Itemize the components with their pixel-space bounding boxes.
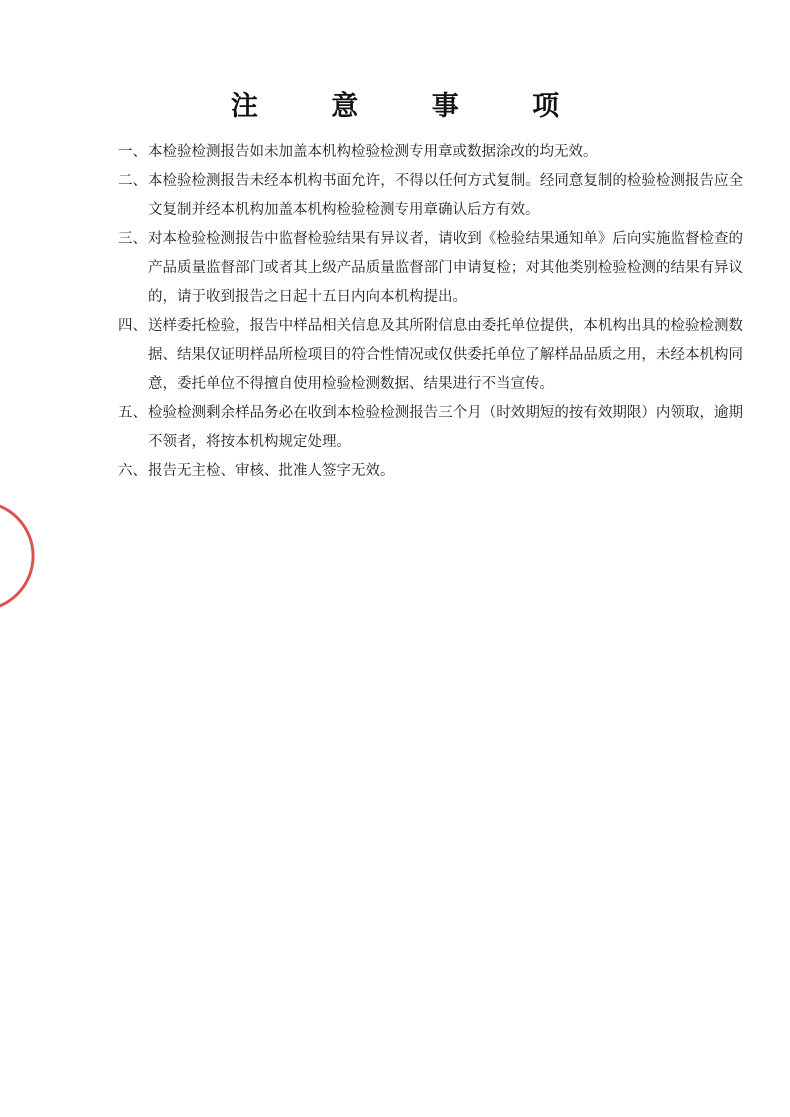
notice-number: 一、 <box>118 144 147 160</box>
notice-text: 检验检测剩余样品务必在收到本检验检测报告三个月（时效期短的按有效期限）内领取，逾期不领者，将按本机构规定处理。 <box>148 405 743 450</box>
notice-number: 三、 <box>118 231 147 247</box>
notice-text: 本检验检测报告如未加盖本机构检验检测专用章或数据涂改的均无效。 <box>148 144 598 160</box>
notice-number: 二、 <box>118 173 147 189</box>
notice-item-6 <box>118 457 743 486</box>
notice-item-1 <box>118 138 743 167</box>
notice-item-2 <box>118 167 743 225</box>
notice-text: 报告无主检、审核、批准人签字无效。 <box>148 463 395 479</box>
page-title: 注 意 事 项 <box>230 91 592 122</box>
notice-text: 对本检验检测报告中监督检验结果有异议者，请收到《检验结果通知单》后向实施监督检查的产品质量监督部门或者其上级产品质量监督部门申请复检；对其他类别检验检测的结果有异议的，请于收到报告之日起十五日内向本机构提出。 <box>148 231 743 305</box>
notice-text: 本检验检测报告未经本机构书面允许，不得以任何方式复制。经同意复制的检验检测报告应全文复制并经本机构加盖本机构检验检测专用章确认后方有效。 <box>148 173 743 218</box>
notice-number: 六、 <box>118 463 147 479</box>
notice-list <box>118 138 743 486</box>
seal-ring <box>0 502 33 610</box>
notice-number: 五、 <box>118 405 147 421</box>
notice-item-5 <box>118 399 743 457</box>
official-seal-stamp <box>0 490 38 622</box>
notice-item-3 <box>118 225 743 312</box>
notice-number: 四、 <box>118 318 147 334</box>
notice-item-4 <box>118 312 743 399</box>
notice-text: 送样委托检验，报告中样品相关信息及其所附信息由委托单位提供，本机构出具的检验检测数据、结果仅证明样品所检项目的符合性情况或仅供委托单位了解样品品质之用，未经本机构同意，委托单位不得擅自使用检验检测数据、结果进行不当宣传。 <box>148 318 743 392</box>
